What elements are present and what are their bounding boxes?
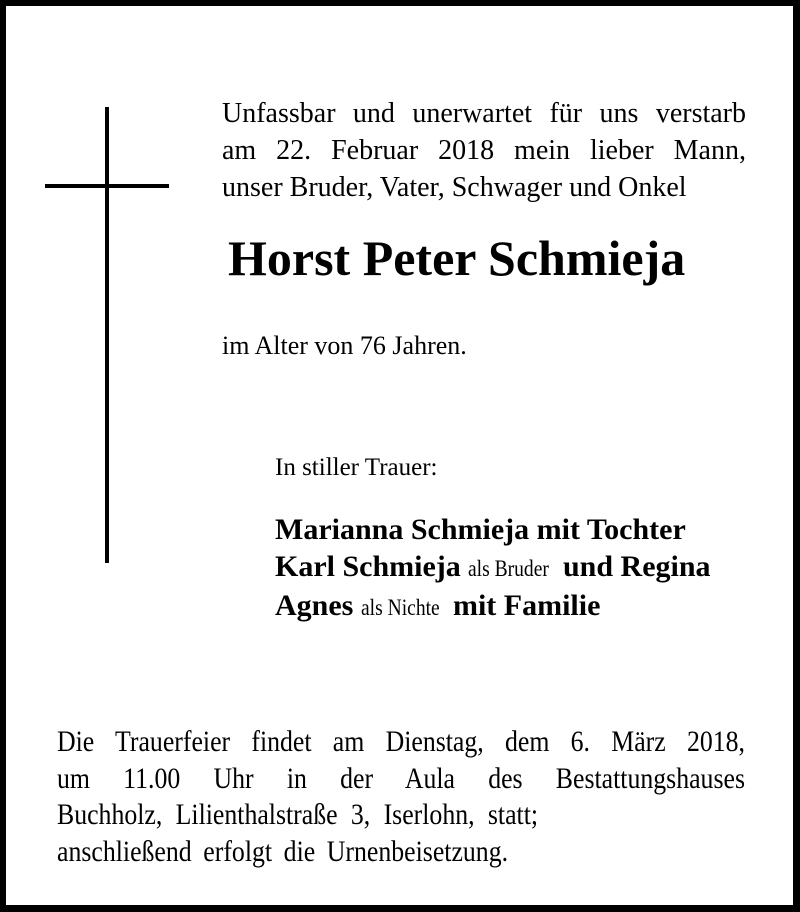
intro-line: Unfassbar und unerwartet für uns verstarb [222, 98, 746, 129]
mourning-label: In stiller Trauer: [275, 454, 438, 481]
intro-line: unser Bruder, Vater, Schwager und Onkel [222, 172, 687, 203]
intro-text [222, 95, 746, 206]
cross-vertical-bar [105, 107, 109, 563]
mourner-name: Marianna Schmieja mit Tochter [275, 513, 686, 546]
relation-label: als Bruder [468, 556, 550, 581]
mourner-name: Agnes [275, 589, 354, 622]
mourner-line [275, 587, 711, 626]
mourner-name: und Regina [562, 550, 711, 583]
mourner-name: mit Familie [452, 589, 601, 622]
mourner-line [275, 548, 711, 587]
cross-horizontal-bar [45, 184, 169, 188]
service-line: anschließend erfolgt die Urnenbeisetzung. [57, 834, 509, 868]
deceased-name: Horst Peter Schmieja [228, 230, 686, 286]
mourner-line [275, 511, 711, 548]
mourner-name: Karl Schmieja [275, 550, 461, 583]
age-line: im Alter von 76 Jahren. [222, 331, 467, 360]
service-details [57, 724, 745, 870]
relation-label: als Nichte [360, 595, 440, 620]
mourners-list [275, 511, 711, 626]
service-line: Die Trauerfeier findet am Dienstag, dem 6. März 2018, [57, 725, 745, 758]
service-line: Buchholz, Lilienthalstraße 3, Iserlohn, statt; [57, 798, 539, 831]
service-line: um 11.00 Uhr in der Aula des Bestattungshauses [57, 761, 745, 795]
intro-line: am 22. Februar 2018 mein lieber Mann, [222, 135, 746, 166]
